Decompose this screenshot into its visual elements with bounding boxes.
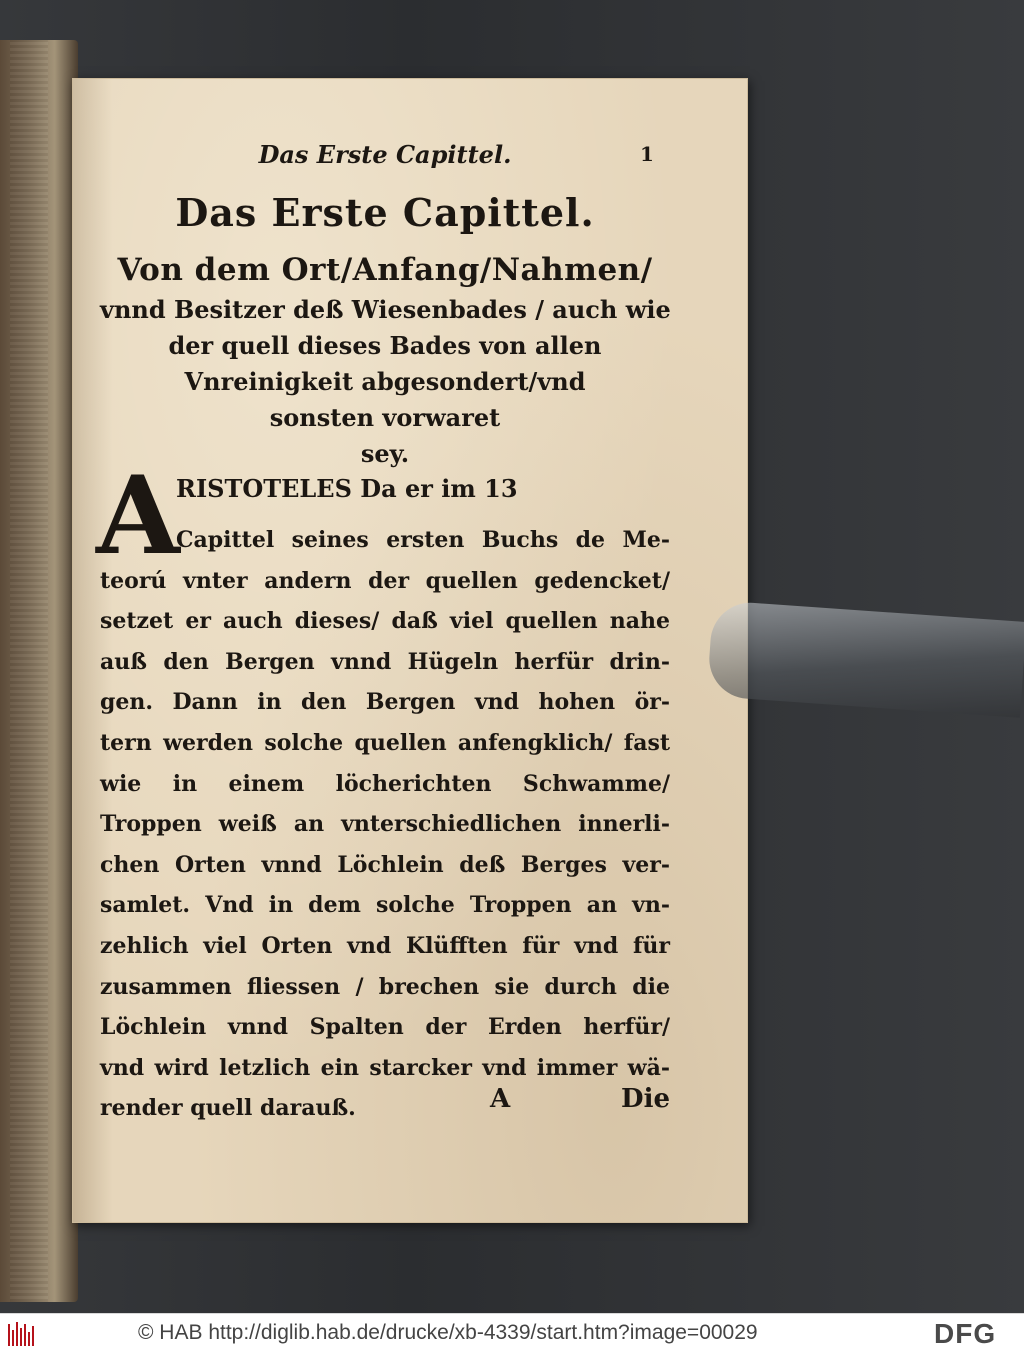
text-line: tern werden solche quellen anfengklich/ fast (100, 729, 670, 756)
text-line: vnd wird letzlich ein starcker vnd immer wä- (100, 1054, 670, 1081)
text-line: Capittel seines ersten Buchs de Me- (176, 527, 670, 553)
heading-line: sey. (360, 439, 410, 468)
running-head: Das Erste Capittel. (258, 140, 512, 169)
library-logo-icon (8, 1322, 38, 1346)
source-url-link[interactable]: © HAB http://diglib.hab.de/drucke/xb-4339/start.htm?image=00029 (138, 1321, 758, 1344)
glass-page-clip (707, 600, 1024, 718)
first-text-line: RISTOTELES Da er im 13 (176, 474, 518, 503)
body-text (100, 520, 670, 1129)
dfg-logo: DFG (934, 1318, 997, 1349)
drop-initial: A (96, 453, 180, 579)
text-line: zusammen fliessen / brechen sie durch die (100, 973, 670, 1000)
book-spine-edge (0, 40, 78, 1302)
viewer-footer (0, 1313, 1024, 1354)
text-line: samlet. Vnd in dem solche Troppen an vn- (100, 892, 670, 919)
signature-mark: A (490, 1084, 511, 1114)
heading-line: Vnreinigkeit abgesondert/vnd (184, 367, 586, 396)
heading-line: sonsten vorwaret (269, 403, 501, 432)
heading-line: der quell dieses Bades von allen (168, 331, 602, 360)
text-line: zehlich viel Orten vnd Klüfften für vnd für (100, 932, 670, 959)
text-line: chen Orten vnnd Löchlein deß Berges ver- (100, 851, 670, 878)
heading-line: Von dem Ort/Anfang/Nahmen/ (117, 252, 653, 288)
text-line: setzet er auch dieses/ daß viel quellen nahe (100, 608, 670, 635)
heading-line: vnnd Besitzer deß Wiesenbades / auch wie (100, 295, 671, 324)
text-line: wie in einem löcherichten Schwamme/ (100, 770, 670, 797)
chapter-title: Das Erste Capittel. (175, 190, 595, 235)
text-line: Löchlein vnnd Spalten der Erden herfür/ (100, 1014, 670, 1041)
page-number: 1 (640, 142, 654, 166)
text-line: render quell darauß. (100, 1095, 356, 1122)
chapter-heading (100, 248, 670, 472)
text-line: teorú vnter andern der quellen gedencket/ (100, 567, 670, 594)
text-line: gen. Dann in den Bergen vnd hohen ör- (100, 689, 670, 716)
text-line: auß den Bergen vnnd Hügeln herfür drin- (100, 648, 670, 675)
text-line: Troppen weiß an vnterschiedlichen innerli- (100, 811, 670, 838)
catchword: Die (621, 1084, 670, 1114)
